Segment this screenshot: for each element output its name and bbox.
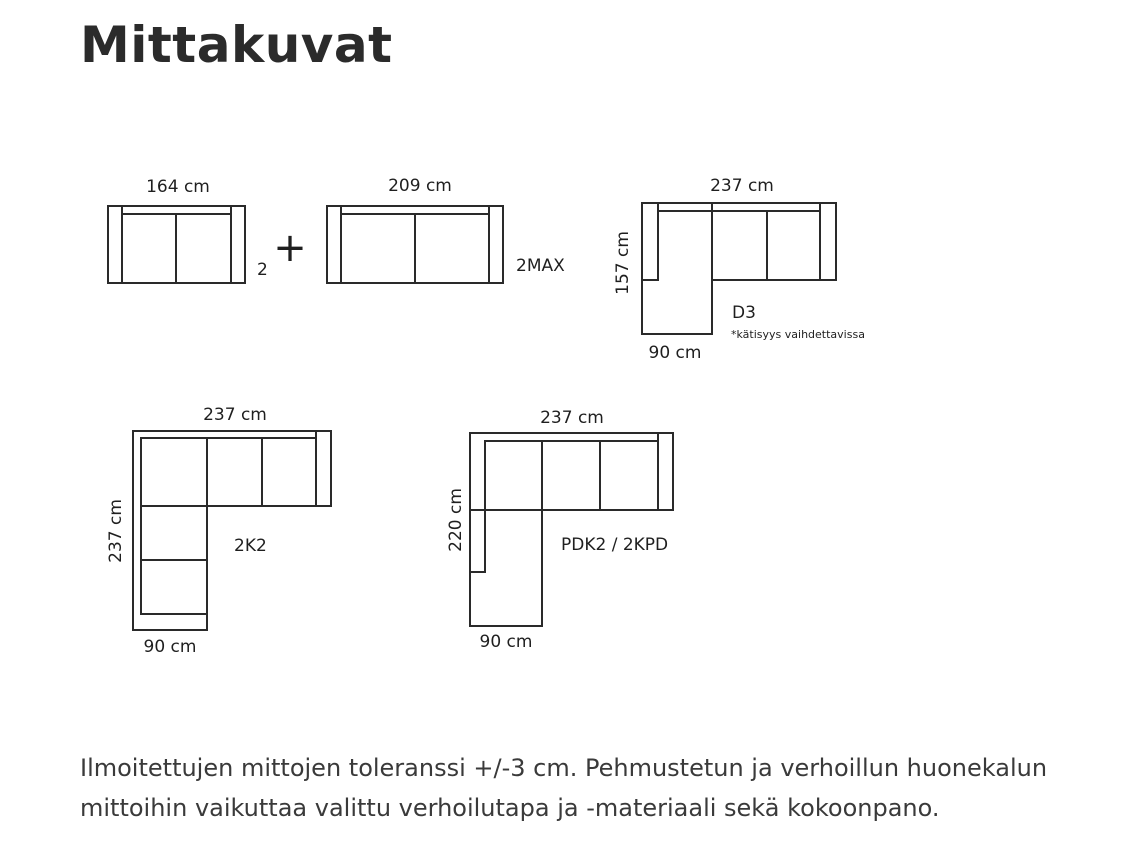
sofa-pdk2: [446, 408, 673, 652]
sofa-2k2-right-arm: [316, 431, 331, 506]
sofa-2max-width-label: 209 cm: [388, 176, 452, 196]
sofa-d3-chaise-back: [642, 203, 658, 280]
page-title: Mittakuvat: [80, 16, 393, 74]
plus-sign: +: [273, 225, 307, 271]
sofa-2k2-inner-back: [141, 438, 316, 614]
sofa-pdk2-width-label: 237 cm: [540, 408, 604, 428]
sofa-2max: [327, 176, 565, 283]
sofa-2max-model-label: 2MAX: [516, 256, 565, 276]
sofa-2k2-width-label: 237 cm: [203, 405, 267, 425]
sofa-2-seat-qty: 2: [257, 260, 268, 280]
sofa-d3-right-arm: [820, 203, 836, 280]
sofa-pdk2-outline: [470, 433, 673, 626]
sofa-2max-left-arm: [327, 206, 341, 283]
sofa-2-seat-right-arm: [231, 206, 245, 283]
sofa-2k2: [106, 405, 331, 657]
sofa-d3-depth-label: 157 cm: [613, 231, 633, 295]
sofa-2-seat-width-label: 164 cm: [146, 177, 210, 197]
sofa-2-seat: [108, 177, 268, 283]
sofa-d3-model-label: D3: [732, 303, 756, 323]
sofa-d3-width-label: 237 cm: [710, 176, 774, 196]
sofa-2k2-outline: [133, 431, 331, 630]
sofa-2k2-model-label: 2K2: [234, 536, 267, 556]
sofa-2k2-depth-label: 237 cm: [106, 499, 126, 563]
sofa-pdk2-chaise-label: 90 cm: [479, 632, 533, 652]
tolerance-note: Ilmoitettujen mittojen toleranssi +/-3 cm. Pehmustetun ja verhoillun huonekalun mittoihin vaikuttaa valittu verhoilutapa ja -materiaali sekä kokoonpano.: [80, 754, 1048, 822]
sofa-2-seat-left-arm: [108, 206, 122, 283]
sofa-pdk2-model-label: PDK2 / 2KPD: [561, 535, 669, 555]
sofa-pdk2-depth-label: 220 cm: [446, 488, 466, 552]
sofa-d3-note: *kätisyys vaihdettavissa: [731, 328, 865, 341]
sofa-2max-right-arm: [489, 206, 503, 283]
sofa-pdk2-right-arm: [658, 433, 673, 510]
sofa-2k2-chaise-label: 90 cm: [143, 637, 197, 657]
sofa-d3-chaise-label: 90 cm: [648, 343, 702, 363]
sofa-d3: [613, 176, 865, 363]
